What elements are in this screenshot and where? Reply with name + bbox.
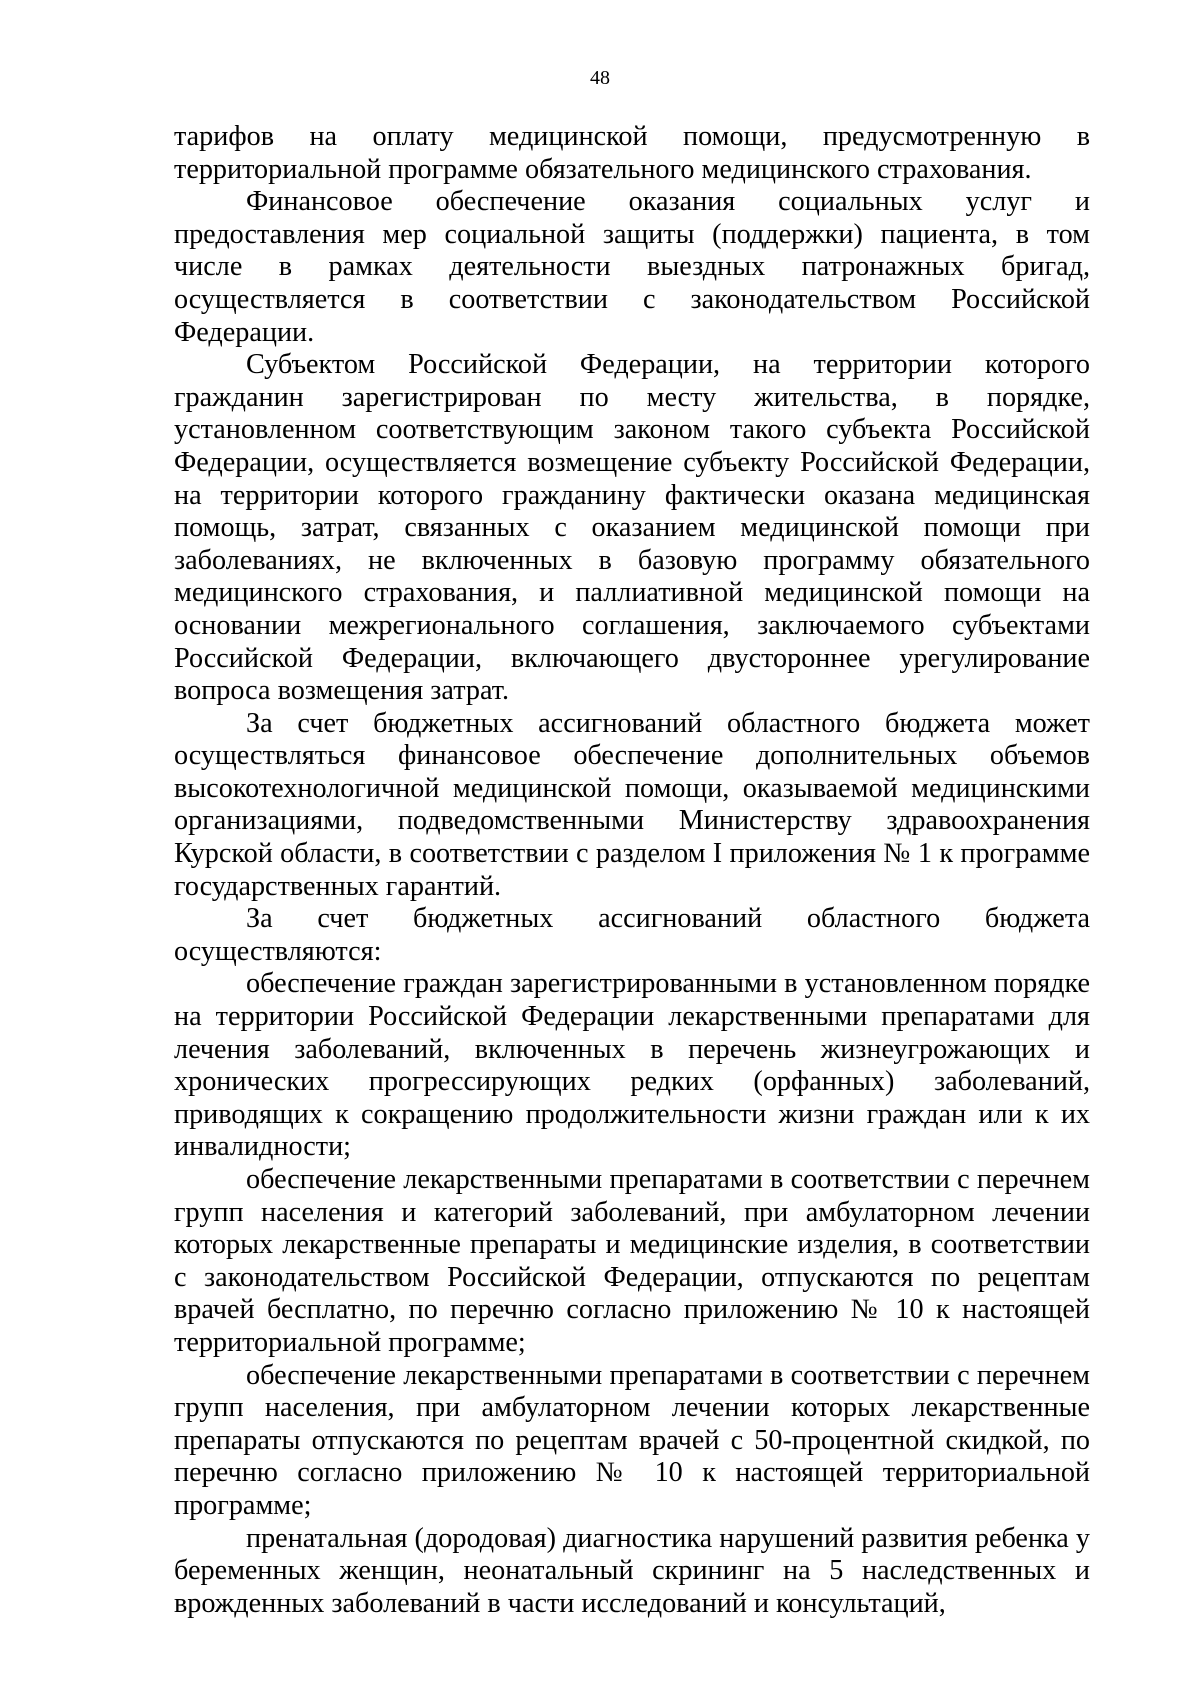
document-body — [174, 121, 1090, 1620]
paragraph-high-tech-care: За счет бюджетных ассигнований областного бюджета может осуществляться финансовое обеспечение дополнительных объемов высокотехнологичной медицинской помощи, оказываемой медицинскими организациями, подведомственными Министерству здравоохранения Курской области, в соответствии с разделом I приложения № 1 к программе государственных гарантий. — [174, 707, 1090, 902]
paragraph-reimbursement: Субъектом Российской Федерации, на территории которого гражданин зарегистрирован по месту жительства, в порядке, установленном соответствующим законом такого субъекта Российской Федерации, осуществляется возмещение субъекту Российской Федерации, на территории которого гражданину фактически оказана медицинская помощь, затрат, связанных с оказанием медицинской помощи при заболеваниях, не включенных в базовую программу обязательного медицинского страхования, и паллиативной медицинской помощи на основании межрегионального соглашения, заключаемого субъектами Российской Федерации, включающего двустороннее урегулирование вопроса возмещения затрат. — [174, 349, 1090, 707]
list-item-prenatal-diagnostics: пренатальная (дородовая) диагностика нарушений развития ребенка у беременных женщин, неонатальный скрининг на 5 наследственных и врожденных заболеваний в части исследований и консультаций, — [174, 1522, 1090, 1619]
list-item-orphan-diseases: обеспечение граждан зарегистрированными в установленном порядке на территории Российской Федерации лекарственными препаратами для лечения заболеваний, включенных в перечень жизнеугрожающих и хронических прогрессирующих редких (орфанных) заболеваний, приводящих к сокращению продолжительности жизни граждан или к их инвалидности; — [174, 968, 1090, 1163]
list-item-free-prescriptions: обеспечение лекарственными препаратами в соответствии с перечнем групп населения и категорий заболеваний, при амбулаторном лечении которых лекарственные препараты и медицинские изделия, в соответствии с законодательством Российской Федерации, отпускаются по рецептам врачей бесплатно, по перечню согласно приложению № 10 к настоящей территориальной программе; — [174, 1164, 1090, 1358]
list-item-discount-prescriptions: обеспечение лекарственными препаратами в соответствии с перечнем групп населения, при амбулаторном лечении которых лекарственные препараты отпускаются по рецептам врачей с 50-процентной скидкой, по перечню согласно приложению № 10 к настоящей территориальной программе; — [174, 1359, 1090, 1521]
paragraph-continuation: тарифов на оплату медицинской помощи, предусмотренную в территориальной программе обязательного медицинского страхования. — [174, 121, 1090, 185]
paragraph-budget-intro: За счет бюджетных ассигнований областного бюджета осуществляются: — [174, 903, 1090, 967]
paragraph-social-services: Финансовое обеспечение оказания социальных услуг и предоставления мер социальной защиты (поддержки) пациента, в том числе в рамках деятельности выездных патронажных бригад, осуществляется в соответствии с законодательством Российской Федерации. — [174, 186, 1090, 348]
page-number: 48 — [590, 67, 610, 89]
